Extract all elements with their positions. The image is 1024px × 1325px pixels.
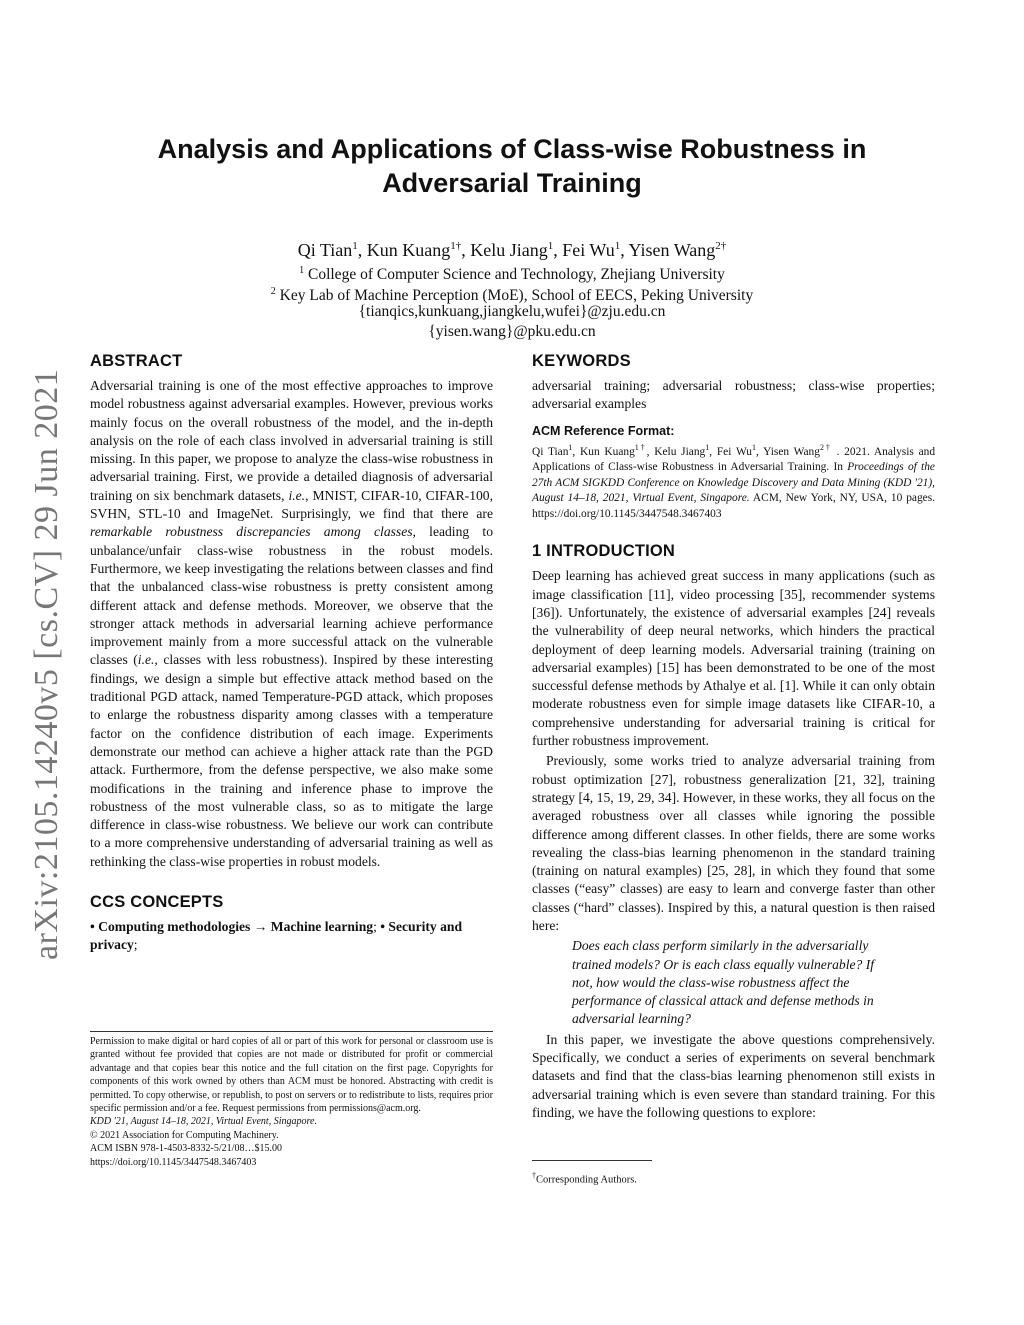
acm-reference-heading: ACM Reference Format: — [532, 423, 675, 438]
footnote-rule — [90, 1031, 493, 1032]
affiliation-2: $^2$ Key Lab of Machine Perception (MoE), School of EECS, Peking University — [270, 286, 754, 305]
introduction-heading: 1 INTRODUCTION — [532, 542, 676, 561]
author-name: Kelu Jiang — [470, 240, 548, 260]
author-affil-mark: 1† — [450, 240, 462, 252]
keywords-text: adversarial training; adversarial robustness; class-wise properties; adversarial examples — [532, 378, 935, 412]
author-list: Qi Tian$^1$, Kun Kuang$^{1\dagger}$, Kelu Jiang$^1$, Fei Wu$^1$, Yisen Wang$^{2\dagger}$ — [297, 240, 727, 260]
email-zju: {tianqics,kunkuang,jiangkelu,wufei}@zju.edu.cn — [358, 303, 666, 320]
permission-notice: Permission to make digital or hard copies of all or part of this work for personal or classroom use is granted without fee provided that copies are not made or distributed for profit or commercial advantage and that copies bear this notice and the full citation on the first page. Copyrights for components of this work owned by others than ACM must be honored. Abstracting with credit is permitted. To copy otherwise, or republish, to post on servers or to redistribute to lists, requires prior specific permission and/or a fee. Request permissions from permissions@acm.org. — [90, 1036, 493, 1115]
paper-title — [100, 132, 924, 200]
email-pku: {yisen.wang}@pku.edu.cn — [428, 323, 596, 340]
venue-line: KDD '21, August 14–18, 2021, Virtual Event, Singapore. — [90, 1116, 317, 1128]
intro-paragraph-3: In this paper, we investigate the above questions comprehensively. Specifically, we conduct a series of experiments on several benchmark datasets and find that the class-bias learning phenomenon still exists in adversarial training which is even severe than standard training. For this finding, we have the following questions to explore: — [532, 1031, 935, 1120]
right-column — [532, 352, 935, 1122]
author-affil-mark: 2† — [715, 240, 727, 252]
author-name: Fei Wu — [562, 240, 615, 260]
affiliation-1: $^1$ College of Computer Science and Technology, Zhejiang University — [299, 265, 725, 284]
isbn-line: ACM ISBN 978-1-4503-8332-5/21/08…$15.00 — [90, 1143, 282, 1155]
author-name: Kun Kuang — [366, 240, 451, 260]
author-affil-mark: 1 — [614, 240, 621, 252]
arxiv-identifier-stamp: arXiv:2105.14240v5 [cs.CV] 29 Jun 2021 — [28, 368, 65, 960]
permission-block — [90, 1031, 493, 1169]
copyright-line: © 2021 Association for Computing Machinery. — [90, 1129, 279, 1141]
abstract-heading: ABSTRACT — [90, 352, 183, 370]
author-name: Qi Tian — [297, 240, 353, 260]
doi-line: https://doi.org/10.1145/3447548.3467403 — [90, 1156, 257, 1168]
author-affil-mark: 1 — [547, 240, 554, 252]
footnote-rule-right — [532, 1160, 652, 1161]
ccs-heading: CCS CONCEPTS — [90, 893, 224, 912]
intro-paragraph-1: Deep learning has achieved great success in many applications (such as image classification [11], video processing [35], recommender systems [36]). Unfortunately, the existence of adversarial examples [24] reveals the vulnerability of deep neural networks, which hinders the practical deployment of deep learning models. Adversarial training (training on adversarial examples) [15] has been demonstrated to be one of the most successful defense methods by Athalye et al. [1]. While it can only obtain moderate robustness even for simple image datasets like CIFAR-10, a comprehensive understanding for adversarial training is critical for further robustness improvement. — [532, 568, 935, 749]
research-question-quote: Does each class perform similarly in the adversarially trained models? Or is each class equally vulnerable? If not, how would the class-wise robustness affect the performance of classical attack and defense methods in adversarial learning? — [572, 938, 875, 1027]
left-column — [90, 352, 493, 955]
author-name: Yisen Wang — [628, 240, 716, 260]
abstract-text: Adversarial training is one of the most effective approaches to improve model robustness against adversarial examples. However, previous works mainly focus on the overall robustness of the model, and the in-depth analysis on the role of each class involved in adversarial training is still missing. In this paper, we propose to analyze the class-wise robustness in adversarial training. First, we provide a detailed diagnosis of adversarial training on six benchmark datasets, i.e., MNIST, CIFAR-10, CIFAR-100, SVHN, STL-10 and ImageNet. Surprisingly, we find that there are remarkable robustness discrepancies among classes, leading to unbalance/unfair class-wise robustness in the robust models. Furthermore, we keep investigating the relations between classes and find that the unbalanced class-wise robustness is pretty consistent among different attack and defense methods. Moreover, we observe that the stronger attack methods in adversarial learning achieve performance improvement mainly from a more successful attack on the vulnerable classes (i.e., classes with less robustness). Inspired by these interesting findings, we design a simple but effective attack method based on the traditional PGD attack, named Temperature-PGD attack, which proposes to enlarge the robustness disparity among classes with a temperature factor on the confidence distribution of each image. Experiments demonstrate our method can achieve a higher attack rate than the PGD attack. Furthermore, from the defense perspective, we also make some modifications in the training and inference phase to improve the robustness of the most vulnerable class, so as to mitigate the large difference in class-wise robustness. We believe our work can contribute to a more comprehensive understanding of adversarial training as well as rethinking the class-wise properties in robust models. — [90, 378, 493, 869]
ccs-concepts: • Computing methodologies → Machine learning; • Security and privacy; — [90, 919, 463, 953]
intro-paragraph-2: Previously, some works tried to analyze adversarial training from robust optimization [27], robustness generalization [21, 32], training strategy [4, 15, 19, 29, 34]. However, in these works, they all focus on the averaged robustness over all classes while ignoring the possible difference among different classes. In other fields, there are some works revealing the class-bias learning phenomenon in the standard training (training on natural examples) [25, 28], in which they found that some classes (“easy” classes) are easy to learn and converge faster than other classes (“hard” classes). Inspired by this, a natural question is then raised here: — [532, 753, 935, 933]
author-affil-mark: 1 — [352, 240, 358, 252]
acm-reference-text: Qi Tian$^1$, Kun Kuang$^{1\dagger}$, Kelu Jiang$^1$, Fei Wu$^1$, Yisen Wang$^{2\dagger}$ . 2021. Analysis and Applications of Class-wise Robustness in Adversarial Training. In Proceedings of the 27th ACM SIGKDD Conference on Knowledge Discovery and Data Mining (KDD '21), August 14–18, 2021, Virtual Event, Singapore. ACM, New York, NY, USA, 10 pages. https://doi.org/10.1145/3447548.3467403 — [532, 442, 936, 520]
keywords-heading: KEYWORDS — [532, 352, 631, 370]
corresponding-footnote: †Corresponding Authors. — [532, 1171, 637, 1186]
title-line-2: Adversarial Training — [382, 168, 642, 198]
title-line-1: Analysis and Applications of Class-wise Robustness in — [157, 134, 867, 164]
